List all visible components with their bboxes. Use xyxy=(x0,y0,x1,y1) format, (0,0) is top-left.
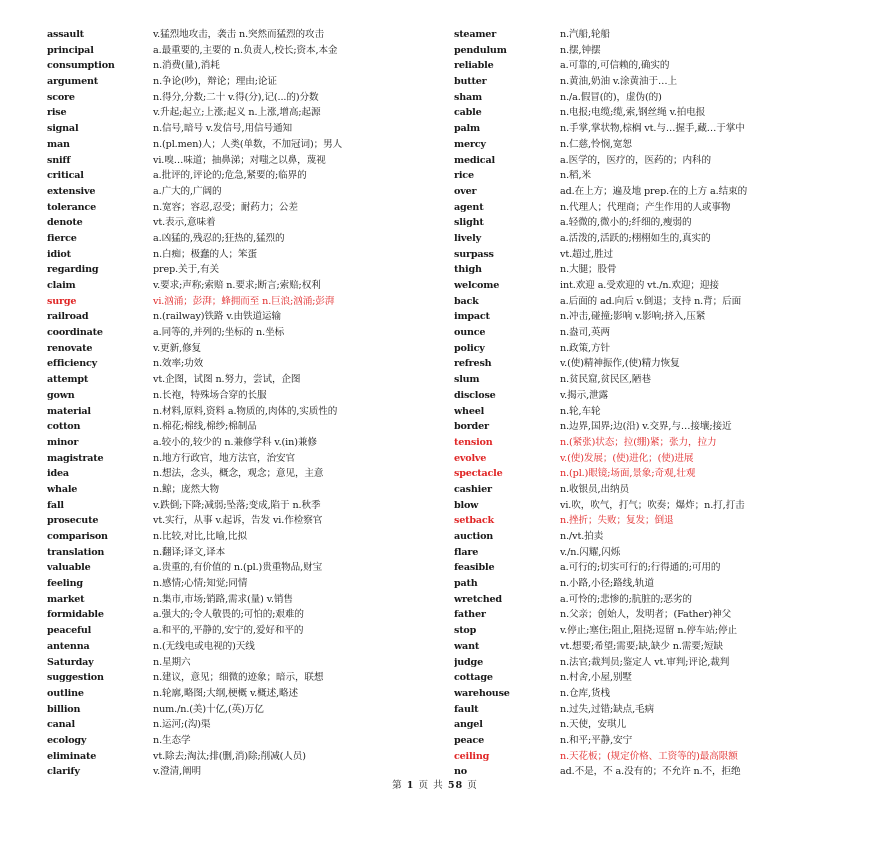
current-page-number: 1 xyxy=(406,780,415,791)
vocab-word: ecology xyxy=(47,734,87,746)
vocab-definition: num./n.(美)十亿,(英)万亿 xyxy=(153,703,264,715)
vocab-definition: int.欢迎 a.受欢迎的 vt./n.欢迎；迎接 xyxy=(560,280,719,291)
vocab-word: blow xyxy=(454,499,479,511)
vocab-definition: vt.除去;淘汰;排(删,消)除;削减(人员) xyxy=(153,750,306,762)
footer-prefix: 第 xyxy=(392,780,403,791)
vocab-word: back xyxy=(454,295,479,307)
vocab-definition: n.棉花;棉线,棉纱;棉制品 xyxy=(153,421,257,433)
vocab-definition: n.想法，念头，概念，观念；意见，主意 xyxy=(153,468,324,480)
vocab-definition: n.星期六 xyxy=(153,656,191,668)
vocab-entry xyxy=(47,247,433,263)
vocab-definition: a.较小的,较少的 n.兼修学科 v.(in)兼修 xyxy=(153,436,317,448)
vocab-word: claim xyxy=(47,280,76,291)
vocab-definition: ad.不是，不 a.没有的；不允许 n.不，拒绝 xyxy=(560,766,741,778)
vocab-definition: vi.嗅…味道；抽鼻涕；对嗤之以鼻，蔑视 xyxy=(153,154,326,166)
vocab-word: critical xyxy=(47,170,84,182)
vocab-word: material xyxy=(47,405,91,417)
vocab-word: sniff xyxy=(47,154,71,166)
vocab-word: stop xyxy=(454,625,477,637)
vocab-entry xyxy=(47,639,433,655)
vocab-word: peace xyxy=(454,734,484,746)
vocab-word: sham xyxy=(454,91,482,103)
vocab-word: wretched xyxy=(454,593,502,605)
vocab-definition: v.(使)发展；(使)进化；(使)进展 xyxy=(560,452,694,464)
vocab-definition: n.天花板；(规定价格、工资等的)最高限额 xyxy=(560,750,738,762)
vocab-entry xyxy=(47,529,433,545)
vocab-entry xyxy=(454,325,839,341)
vocab-word: border xyxy=(454,421,489,433)
vocab-definition: n.轮,车轮 xyxy=(560,405,601,417)
vocab-entry xyxy=(454,639,839,655)
vocab-definition: n.政策,方针 xyxy=(560,342,610,354)
vocab-entry xyxy=(47,592,433,608)
vocab-entry xyxy=(454,686,839,702)
vocab-entry xyxy=(47,513,433,529)
vocab-entry xyxy=(454,529,839,545)
vocab-entry xyxy=(454,419,839,435)
vocab-word: want xyxy=(454,640,480,652)
vocab-entry xyxy=(47,576,433,592)
vocab-entry xyxy=(47,404,433,420)
vocab-entry xyxy=(454,262,839,278)
vocab-word: ounce xyxy=(454,327,486,339)
vocab-definition: a.医学的，医疗的，医药的；内科的 xyxy=(560,154,711,166)
vocab-definition: n.(pl.)眼镜;场面,景象;奇观,壮观 xyxy=(560,468,696,480)
vocab-entry xyxy=(47,74,433,90)
vocab-entry xyxy=(47,419,433,435)
vocab-definition: n.效率;功效 xyxy=(153,358,204,370)
vocab-entry xyxy=(454,356,839,372)
vocab-entry xyxy=(454,105,839,121)
vocab-definition: a.活泼的,活跃的;栩栩如生的,真实的 xyxy=(560,232,711,244)
vocab-word: ceiling xyxy=(454,750,490,762)
vocab-definition: vt.表示,意味着 xyxy=(153,217,216,229)
vocab-entry xyxy=(47,200,433,216)
vocab-word: tension xyxy=(454,436,493,448)
vocab-word: fall xyxy=(47,499,64,511)
vocab-definition: vt.实行，从事 v.起诉，告发 vi.作检察官 xyxy=(153,515,323,527)
vocab-word: magistrate xyxy=(47,452,104,464)
vocab-entry xyxy=(47,372,433,388)
vocab-definition: n.天使，安琪儿 xyxy=(560,719,626,731)
vocab-word: tolerance xyxy=(47,201,96,213)
vocab-definition: n.法官;裁判员;鉴定人 vt.审判;评论,裁判 xyxy=(560,656,730,668)
vocab-entry xyxy=(47,262,433,278)
vocab-word: judge xyxy=(454,656,483,668)
vocab-definition: n.比较,对比,比喻,比拟 xyxy=(153,531,247,542)
vocab-definition: n.地方行政官，地方法官，治安官 xyxy=(153,452,295,464)
vocab-word: idea xyxy=(47,468,69,480)
vocab-definition: prep.关于,有关 xyxy=(153,264,220,276)
vocab-word: evolve xyxy=(454,452,487,464)
vocab-definition: n.宽容；容忍,忍受；耐药力；公差 xyxy=(153,201,298,213)
vocab-entry xyxy=(454,294,839,310)
vocab-definition: n.大腿；股骨 xyxy=(560,264,617,276)
vocab-definition: n.贫民窟,贫民区,陋巷 xyxy=(560,374,651,386)
vocab-entry xyxy=(47,670,433,686)
vocab-entry xyxy=(454,200,839,216)
vocab-entry xyxy=(47,435,433,451)
vocab-entry xyxy=(47,498,433,514)
vocab-word: reliable xyxy=(454,60,494,72)
right-column xyxy=(454,27,839,780)
vocab-definition: a.最重要的,主要的 n.负责人,校长;资本,本金 xyxy=(153,44,338,56)
vocab-definition: v.要求;声称;索赔 n.要求;断言;索赔;权利 xyxy=(153,280,321,291)
vocab-entry xyxy=(47,733,433,749)
vocab-entry xyxy=(454,607,839,623)
vocab-word: setback xyxy=(454,515,494,527)
vocab-word: flare xyxy=(454,546,479,558)
vocab-entry xyxy=(47,560,433,576)
vocab-entry xyxy=(454,498,839,514)
vocab-word: renovate xyxy=(47,342,93,354)
vocab-word: formidable xyxy=(47,609,104,621)
vocab-entry xyxy=(47,466,433,482)
vocab-entry xyxy=(454,231,839,247)
vocab-entry xyxy=(47,717,433,733)
vocab-word: prosecute xyxy=(47,515,99,527)
vocab-entry xyxy=(454,137,839,153)
vocab-definition: v./n.闪耀,闪烁 xyxy=(560,546,621,558)
vocab-word: butter xyxy=(454,76,487,88)
vocab-definition: a.可靠的,可信赖的,确实的 xyxy=(560,60,670,72)
vocab-entry xyxy=(47,278,433,294)
vocab-entry xyxy=(47,482,433,498)
vocab-entry xyxy=(47,309,433,325)
vocab-definition: n.争论(吵)，辩论；理由;论证 xyxy=(153,76,277,88)
vocab-entry xyxy=(47,184,433,200)
vocab-word: assault xyxy=(47,29,84,40)
vocab-definition: n.(紧张)状态；拉(绷)紧；张力，拉力 xyxy=(560,436,717,448)
vocab-word: denote xyxy=(47,217,83,229)
vocab-definition: a.强大的;令人敬畏的;可怕的;艰难的 xyxy=(153,609,304,621)
vocab-entry xyxy=(47,153,433,169)
vocab-entry xyxy=(47,325,433,341)
vocab-word: disclose xyxy=(454,389,496,401)
vocab-word: railroad xyxy=(47,311,89,323)
vocab-word: no xyxy=(454,766,467,778)
vocab-definition: n.集市,市场;销路,需求(量) v.销售 xyxy=(153,593,293,605)
vocab-word: palm xyxy=(454,123,480,135)
vocab-word: steamer xyxy=(454,29,497,40)
vocab-entry xyxy=(47,356,433,372)
vocab-definition: n.(pl.men)人；人类(单数，不加冠词)；男人 xyxy=(153,138,343,150)
vocab-definition: n.盎司,英两 xyxy=(560,327,610,339)
vocab-word: path xyxy=(454,578,478,590)
vocab-word: feasible xyxy=(454,562,495,574)
vocab-entry xyxy=(47,27,433,43)
vocab-word: agent xyxy=(454,201,484,213)
vocab-word: antenna xyxy=(47,640,90,652)
vocab-word: angel xyxy=(454,719,483,731)
vocab-entry xyxy=(47,607,433,623)
vocab-entry xyxy=(454,74,839,90)
vocab-definition: a.可怜的;悲惨的;肮脏的;恶劣的 xyxy=(560,593,692,605)
vocab-definition: v.(使)精神振作,(使)精力恢复 xyxy=(560,358,680,370)
vocab-entry xyxy=(47,702,433,718)
vocab-entry xyxy=(454,717,839,733)
vocab-definition: n.仁慈,怜悯,宽恕 xyxy=(560,138,632,150)
vocab-word: comparison xyxy=(47,531,108,542)
vocab-word: signal xyxy=(47,123,79,135)
vocab-word: argument xyxy=(47,76,99,88)
vocab-word: gown xyxy=(47,389,75,401)
vocab-definition: n.运河;(沟)渠 xyxy=(153,719,211,731)
vocab-entry xyxy=(454,545,839,561)
vocab-entry xyxy=(47,655,433,671)
vocab-definition: n.手掌,掌状物,棕榈 vt.与…握手,藏…于掌中 xyxy=(560,123,745,135)
vocab-definition: n.挫折；失败；复发；倒退 xyxy=(560,515,674,527)
vocab-word: auction xyxy=(454,531,494,542)
vocab-entry xyxy=(454,309,839,325)
vocab-word: man xyxy=(47,138,70,150)
vocab-entry xyxy=(454,513,839,529)
vocab-word: extensive xyxy=(47,185,96,197)
vocab-entry xyxy=(454,215,839,231)
vocab-definition: n.(railway)铁路 v.由铁道运输 xyxy=(153,311,281,323)
footer-middle: 页 共 xyxy=(418,780,444,791)
vocab-entry xyxy=(454,702,839,718)
vocab-entry xyxy=(454,90,839,106)
vocab-definition: n.黄油,奶油 v.涂黄油于…上 xyxy=(560,76,677,88)
vocab-entry xyxy=(47,90,433,106)
vocab-word: principal xyxy=(47,44,94,56)
vocab-definition: v.澄清,阐明 xyxy=(153,766,202,778)
vocab-word: clarify xyxy=(47,766,80,778)
vocab-word: father xyxy=(454,609,486,621)
vocab-entry xyxy=(454,278,839,294)
vocab-definition: a.轻微的,微小的;纤细的,瘦弱的 xyxy=(560,217,692,229)
vocab-entry xyxy=(454,482,839,498)
vocab-entry xyxy=(454,27,839,43)
vocab-definition: vi.吹，吹气，打气；吹奏；爆炸；n.打,打击 xyxy=(560,499,745,511)
vocab-word: consumption xyxy=(47,60,115,72)
vocab-word: surge xyxy=(47,295,77,307)
vocab-definition: n.得分,分数;二十 v.得(分),记(...的)分数 xyxy=(153,91,319,103)
vocab-entry xyxy=(454,404,839,420)
vocab-entry xyxy=(454,623,839,639)
vocab-word: medical xyxy=(454,154,495,166)
vocab-word: warehouse xyxy=(454,687,510,699)
vocab-word: impact xyxy=(454,311,490,323)
vocab-definition: n.消费(量),消耗 xyxy=(153,60,220,72)
vocab-word: pendulum xyxy=(454,44,507,56)
vocab-entry xyxy=(454,247,839,263)
vocab-definition: n.材料,原料,资料 a.物质的,肉体的,实质性的 xyxy=(153,405,338,417)
vocab-entry xyxy=(47,388,433,404)
vocab-definition: n.边界,国界;边(沿) v.交界,与…接壤;接近 xyxy=(560,421,732,433)
vocab-word: fierce xyxy=(47,232,77,244)
vocab-definition: n.(无线电或电视的)天线 xyxy=(153,640,255,652)
vocab-entry xyxy=(454,576,839,592)
vocab-word: outline xyxy=(47,687,84,699)
vocab-word: thigh xyxy=(454,264,482,276)
vocab-definition: n.摆,钟摆 xyxy=(560,44,601,56)
vocab-entry xyxy=(454,184,839,200)
vocab-entry xyxy=(454,341,839,357)
vocab-definition: a.广大的,广阔的 xyxy=(153,185,222,197)
vocab-word: over xyxy=(454,185,477,197)
vocab-word: rice xyxy=(454,170,474,182)
vocab-entry xyxy=(47,105,433,121)
vocab-definition: n.白痴；极蠢的人；笨蛋 xyxy=(153,248,257,260)
vocab-entry xyxy=(47,451,433,467)
vocab-word: feeling xyxy=(47,578,83,590)
vocab-word: fault xyxy=(454,703,479,715)
vocab-definition: n.收银员,出纳员 xyxy=(560,483,629,495)
vocab-definition: n.小路,小径;路线,轨道 xyxy=(560,578,655,590)
vocab-word: spectacle xyxy=(454,468,503,480)
vocab-definition: v.猛烈地攻击，袭击 n.突然而猛烈的攻击 xyxy=(153,29,325,40)
vocab-definition: n.长袍，特殊场合穿的长服 xyxy=(153,389,267,401)
vocab-word: coordinate xyxy=(47,327,103,339)
vocab-entry xyxy=(454,435,839,451)
vocab-entry xyxy=(454,749,839,765)
vocab-definition: vt.超过,胜过 xyxy=(560,248,613,260)
vocab-word: policy xyxy=(454,342,485,354)
vocab-definition: v.跌倒;下降;减弱;坠落;变成,陷于 n.秋季 xyxy=(153,499,321,511)
vocab-entry xyxy=(454,43,839,59)
vocab-definition: n.生态学 xyxy=(153,734,191,746)
vocab-entry xyxy=(47,545,433,561)
vocab-entry xyxy=(454,168,839,184)
vocab-word: slum xyxy=(454,374,480,386)
vocab-word: attempt xyxy=(47,374,89,386)
vocab-definition: n.轮廓,略图;大纲,梗概 v.概述,略述 xyxy=(153,687,299,699)
vocab-definition: a.后面的 ad.向后 v.倒退；支持 n.背；后面 xyxy=(560,295,742,307)
vocab-entry xyxy=(47,137,433,153)
vocab-entry xyxy=(47,749,433,765)
vocab-definition: n.稻,米 xyxy=(560,170,591,182)
page-footer xyxy=(0,777,870,791)
vocab-entry xyxy=(47,231,433,247)
vocab-word: refresh xyxy=(454,358,492,370)
vocab-definition: v.揭示,泄露 xyxy=(560,389,609,401)
vocab-definition: a.贵重的,有价值的 n.(pl.)贵重物品,财宝 xyxy=(153,562,323,574)
vocab-definition: a.批评的,评论的;危急,紧要的;临界的 xyxy=(153,170,307,182)
vocab-entry xyxy=(47,168,433,184)
vocab-definition: a.和平的,平静的,安宁的,爱好和平的 xyxy=(153,625,304,637)
vocab-word: efficiency xyxy=(47,358,97,370)
vocab-word: surpass xyxy=(454,248,494,260)
vocab-definition: a.可行的;切实可行的;行得通的;可用的 xyxy=(560,562,721,574)
vocab-definition: n.村舍,小屋,别墅 xyxy=(560,672,632,684)
vocab-word: peaceful xyxy=(47,625,92,637)
vocab-word: Saturday xyxy=(47,656,94,668)
vocab-definition: v.升起;起立;上涨;起义 n.上涨,增高;起源 xyxy=(153,107,321,119)
vocab-word: score xyxy=(47,91,75,103)
vocab-entry xyxy=(454,670,839,686)
vocab-entry xyxy=(454,733,839,749)
vocab-definition: n.和平;平静,安宁 xyxy=(560,734,633,746)
vocab-entry xyxy=(454,560,839,576)
vocab-entry xyxy=(454,592,839,608)
footer-suffix: 页 xyxy=(467,780,478,791)
vocab-definition: v.停止;塞住;阻止,阻挠;逗留 n.停车站;停止 xyxy=(560,625,737,637)
vocab-entry xyxy=(454,388,839,404)
total-page-number: 58 xyxy=(447,780,464,791)
vocab-word: welcome xyxy=(454,280,500,291)
vocab-definition: n./a.假冒(的)，虚伪(的) xyxy=(560,91,662,103)
vocab-entry xyxy=(47,43,433,59)
vocab-definition: n.翻译;译文,译本 xyxy=(153,546,226,558)
vocab-entry xyxy=(47,686,433,702)
vocab-word: cashier xyxy=(454,483,492,495)
vocab-definition: a.凶猛的,残忍的;狂热的,猛烈的 xyxy=(153,232,285,244)
vocab-definition: n.鲸；庞然大物 xyxy=(153,483,219,495)
vocab-word: whale xyxy=(47,483,78,495)
vocab-definition: vi.汹涌；彭湃；蜂拥而至 n.巨浪;汹涌;彭湃 xyxy=(153,295,335,307)
vocab-word: regarding xyxy=(47,264,99,276)
vocab-word: eliminate xyxy=(47,750,97,762)
vocab-word: cottage xyxy=(454,672,493,684)
vocab-entry xyxy=(47,341,433,357)
left-column xyxy=(47,27,433,780)
vocab-word: idiot xyxy=(47,248,71,260)
vocab-word: billion xyxy=(47,703,81,715)
vocab-definition: n.建议，意见；细微的迹象；暗示，联想 xyxy=(153,672,324,684)
vocab-definition: n.过失,过错;缺点,毛病 xyxy=(560,703,655,715)
vocab-definition: n./vt.拍卖 xyxy=(560,531,604,542)
vocab-word: minor xyxy=(47,436,79,448)
vocab-word: cable xyxy=(454,107,482,119)
vocab-definition: n.信号,暗号 v.发信号,用信号通知 xyxy=(153,123,292,135)
vocab-entry xyxy=(47,58,433,74)
vocab-word: slight xyxy=(454,217,484,229)
vocab-definition: n.代理人；代理商；产生作用的人或事物 xyxy=(560,201,731,213)
vocab-word: rise xyxy=(47,107,67,119)
vocab-word: translation xyxy=(47,546,105,558)
vocab-word: suggestion xyxy=(47,672,104,684)
vocab-definition: n.电报;电缆;缆,索,钢丝绳 v.拍电报 xyxy=(560,107,706,119)
vocab-entry xyxy=(454,121,839,137)
vocab-entry xyxy=(47,121,433,137)
vocab-word: lively xyxy=(454,232,481,244)
vocab-definition: n.仓库,货栈 xyxy=(560,687,610,699)
vocab-word: wheel xyxy=(454,405,485,417)
vocab-definition: ad.在上方；遍及地 prep.在的上方 a.结束的 xyxy=(560,185,748,197)
vocab-entry xyxy=(454,466,839,482)
vocab-word: cotton xyxy=(47,421,81,433)
vocab-definition: n.父亲；创始人，发明者；(Father)神父 xyxy=(560,609,732,621)
vocab-definition: vt.企图，试图 n.努力，尝试，企图 xyxy=(153,374,301,386)
vocab-entry xyxy=(47,215,433,231)
vocab-definition: n.感情;心情;知觉;同情 xyxy=(153,578,248,590)
vocab-word: market xyxy=(47,593,85,605)
vocab-word: valuable xyxy=(47,562,91,574)
vocab-word: canal xyxy=(47,719,75,731)
vocab-entry xyxy=(454,655,839,671)
vocab-definition: n.冲击,碰撞;影响 v.影响;挤入,压紧 xyxy=(560,311,706,323)
vocab-definition: a.同等的,并列的;坐标的 n.坐标 xyxy=(153,327,285,339)
vocab-definition: vt.想要;希望;需要;缺,缺少 n.需要;短缺 xyxy=(560,640,723,652)
vocab-definition: v.更新,修复 xyxy=(153,342,202,354)
vocab-entry xyxy=(454,372,839,388)
vocab-definition: n.汽船,轮船 xyxy=(560,29,610,40)
vocab-entry xyxy=(454,58,839,74)
vocab-entry xyxy=(454,153,839,169)
vocab-entry xyxy=(47,623,433,639)
vocab-word: mercy xyxy=(454,138,486,150)
vocab-entry xyxy=(454,451,839,467)
vocab-entry xyxy=(47,294,433,310)
